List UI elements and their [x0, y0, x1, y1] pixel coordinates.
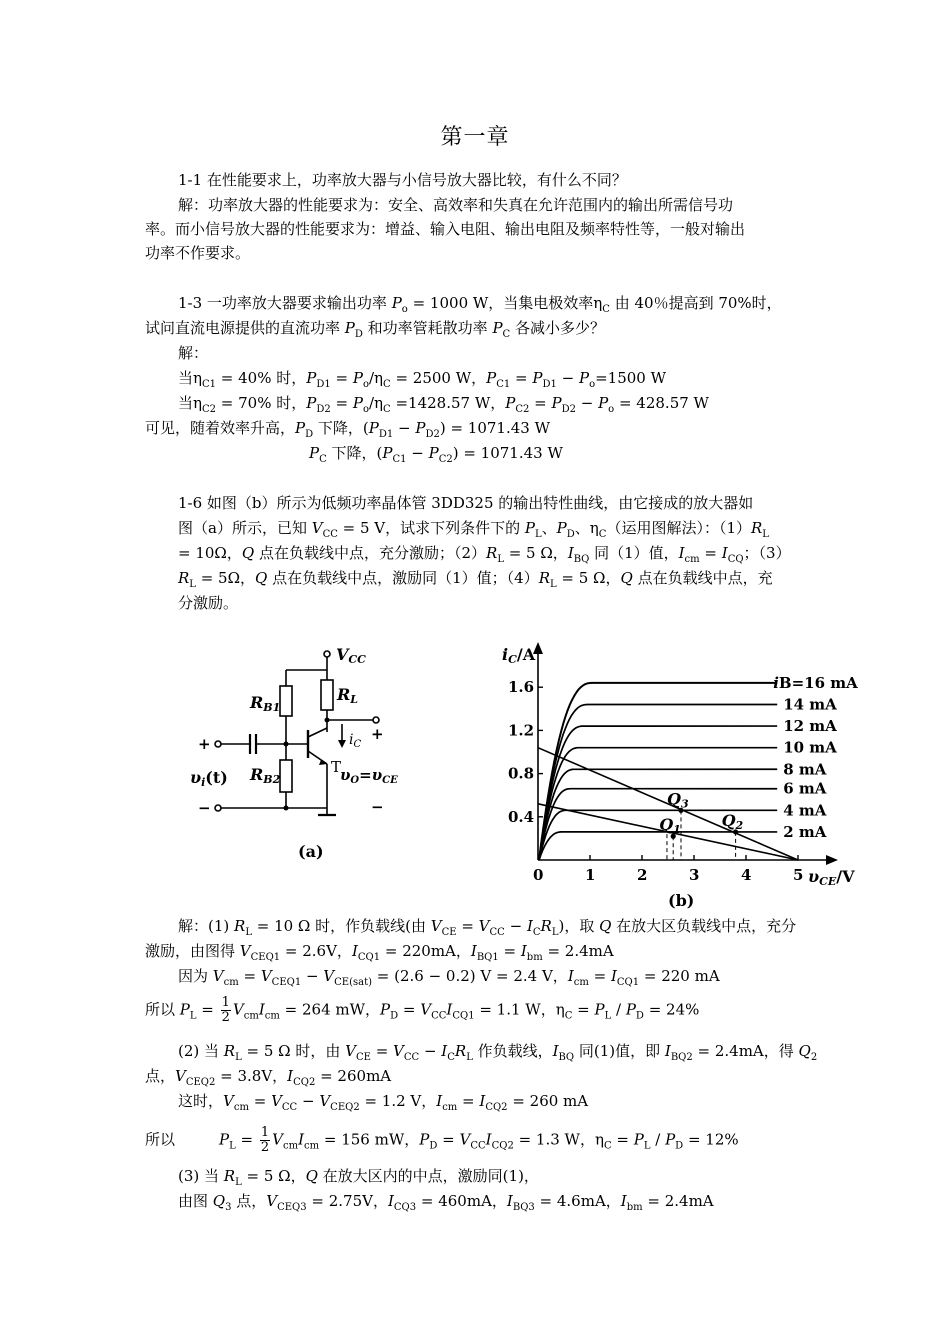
question-1-6-line3: = 10Ω，Q 点在负载线中点，充分激励；$(2)R_L = 5$ Ω，$I_{BQ}$ 同（1）值，$I_{cm} = I_{CQ}$；（3） — [178, 544, 791, 565]
circuit-caption: (a) — [298, 842, 324, 861]
solution-1-3-label: 解： — [178, 344, 209, 362]
solution-1-6-line10: 由图 $Q_3$ 点，$V_{CEQ3} = 2.75V$，$I_{CQ3} = 460mA$，$I_{BQ3} = 4.6mA$，$I_{bm} = 2.4mA$ — [178, 1192, 714, 1213]
y-tick-label: 0.4 — [508, 807, 535, 826]
x-tick-label: 5 — [793, 866, 804, 884]
ic-label: $i_C$ — [349, 732, 362, 750]
curve-8-mA — [539, 769, 777, 860]
series-label: 10 mA — [783, 738, 837, 757]
solution-1-6-line2: 激励，由图得 $V_{CEQ1} = 2.6V$，$I_{CQ1} = 220mA$，$I_{BQ1} = I_{bm} = 2.4mA$ — [145, 942, 614, 963]
question-1-6-line4: $R_L = 5\Omega$，Q 点在负载线中点，激励同（1）值；$(4)R_L = 5$ Ω，Q 点在负载线中点，充 — [178, 569, 773, 590]
y-tick-label: 1.2 — [508, 721, 535, 740]
series-label: 12 mA — [783, 717, 837, 736]
question-1-6-line5: 分激励。 — [178, 594, 239, 612]
curve-12-mA — [539, 726, 777, 860]
vcc-label: VCC — [336, 645, 366, 666]
x-tick-label: 2 — [637, 866, 648, 884]
vi-label: υi(t) — [190, 768, 228, 789]
rb2-label: RB2 — [250, 765, 281, 786]
circuit-diagram — [190, 640, 410, 865]
series-label: 8 mA — [783, 760, 827, 779]
answer-1-1-line1: 解：功率放大器的性能要求为：安全、高效率和失真在允许范围内的输出所需信号功 — [178, 196, 734, 214]
chart-caption: (b) — [668, 891, 695, 910]
series-label: iB=16 mA — [773, 673, 858, 692]
solution-1-6-line3: 因为 $V_{cm} = V_{CEQ1} - V_{CE(sat)} = (2.6 - 0.2) V = 2.4$ V，$I_{cm} = I_{CQ1} = 220$ mA — [178, 967, 720, 988]
output-minus: − — [371, 798, 384, 816]
solution-1-6-line5: (2) 当 $R_L = 5$ Ω 时，由 $V_{CE} = V_{CC} - I_CR_L$ 作负载线，$I_{BQ}$ 同(1)值，即 $I_{BQ2} = 2.4mA$，得 $Q_2$ — [178, 1042, 818, 1063]
rl-label: RL — [337, 685, 359, 706]
series-label: 14 mA — [783, 695, 837, 714]
solution-1-3-line4: $P_C$ 下降，$(P_{C1} - P_{C2}) = 1071.43$ W — [309, 444, 563, 465]
solution-1-6-line6: 点，$V_{CEQ2} = 3.8V$，$I_{CQ2} = 260mA$ — [145, 1067, 392, 1088]
series-label: 2 mA — [783, 822, 827, 841]
solution-1-6-line9: (3) 当 $R_L = 5$ Ω，Q 在放大区内的中点，激励同(1)， — [178, 1167, 539, 1188]
answer-1-1-line2: 率。而小信号放大器的性能要求为：增益、输入电阻、输出电阻及频率特性等，一般对输出 — [145, 220, 746, 238]
question-1-3-line2: 试问直流电源提供的直流功率 $P_D$ 和功率管耗散功率 $P_C$ 各减小多少？ — [145, 319, 605, 340]
solution-1-6-line8: 所以 $P_L$ = $\frac{1}{2}$ $V_{cm}I_{cm} = 156$ mW，$P_D = V_{CC}I_{CQ2} = 1.3$ W，$\eta_C = P_L / P_D = 12\%$ — [145, 1125, 739, 1155]
solution-1-3-line3: 可见，随着效率升高，$P_D$ 下降，$(P_{D1} - P_{D2}) = 1071.43$ W — [145, 419, 551, 440]
question-1-6-line2: 图（a）所示，已知 $V_{CC} = 5$ V，试求下列条件下的 $P_L$、$P_D$、$\eta_C$（运用图解法）：$(1)R_L$ — [178, 519, 769, 540]
input-plus: + — [198, 735, 211, 753]
x-tick-label: 0 — [533, 866, 544, 884]
series-label: 6 mA — [783, 779, 827, 798]
solution-1-6-line1: 解：(1) $R_L = 10$ Ω 时，作负载线(由 $V_{CE} = V_{CC} - I_CR_L$)，取 Q 在放大区负载线中点，充分 — [178, 917, 797, 938]
y-tick-label: 0.8 — [508, 764, 535, 783]
curve-i-B-16-mA — [539, 683, 777, 860]
question-1-3-line1: 1-3 一功率放大器要求输出功率 $P_o = 1000$ W，当集电极效率$\eta_C$ 由 40％提高到 70%时， — [178, 294, 782, 315]
series-label: 4 mA — [783, 801, 827, 820]
q-point-label: Q2 — [721, 810, 744, 832]
question-1-1: 1-1 在性能要求上，功率放大器与小信号放大器比较，有什么不同？ — [178, 171, 627, 189]
curve-10-mA — [539, 748, 777, 860]
solution-1-6-line4: 所以 $P_L$ = $\frac{1}{2}$ $V_{cm}I_{cm} = 264$ mW，$P_D = V_{CC}I_{CQ1} = 1.1$ W，$\eta_C = P_L / P_D = 24\%$ — [145, 995, 700, 1025]
solution-1-3-line1: 当$\eta_{C1} = 40\%$ 时，$P_{D1} = P_o/\eta_C = 2500$ W，$P_{C1} = P_{D1} - P_o=1500$ W — [178, 369, 667, 390]
q-point-label: Q1 — [659, 815, 681, 837]
solution-1-6-line7: 这时，$V_{cm} = V_{CC} - V_{CEQ2} = 1.2$ V，$I_{cm} = I_{CQ2} = 260$ mA — [178, 1092, 589, 1113]
question-1-6-line1: 1-6 如图（b）所示为低频功率晶体管 3DD325 的输出特性曲线，由它接成的放大器如 — [178, 494, 754, 512]
rb1-label: RB1 — [250, 693, 281, 714]
input-minus: − — [198, 799, 211, 817]
x-axis-title: υCE/V — [808, 867, 855, 888]
solution-1-3-line2: 当$\eta_{C2} = 70\%$ 时，$P_{D2} = P_o/\eta_C =1428.57$ W，$P_{C2} = P_{D2} - P_o = 428.57$ W — [178, 394, 709, 415]
y-axis-title: iC/A — [502, 645, 536, 666]
y-tick-label: 1.6 — [508, 678, 535, 697]
x-tick-label: 3 — [689, 866, 700, 884]
answer-1-1-line3: 功率不作要求。 — [145, 244, 251, 262]
x-tick-label: 1 — [585, 866, 596, 884]
vo-label: $\upsilon_O=\upsilon_{CE}$ — [340, 766, 398, 786]
fraction-half: $\frac{1}{2}$ — [221, 995, 230, 1025]
x-tick-label: 4 — [741, 866, 752, 884]
transistor-label: T — [331, 758, 342, 776]
q-point-label: Q3 — [667, 789, 689, 811]
output-plus: + — [371, 725, 384, 743]
x-axis-arrow — [826, 855, 838, 865]
chapter-title: 第一章 — [440, 125, 510, 150]
fraction-half-2: $\frac{1}{2}$ — [260, 1125, 270, 1155]
output-characteristics-chart — [480, 640, 880, 915]
